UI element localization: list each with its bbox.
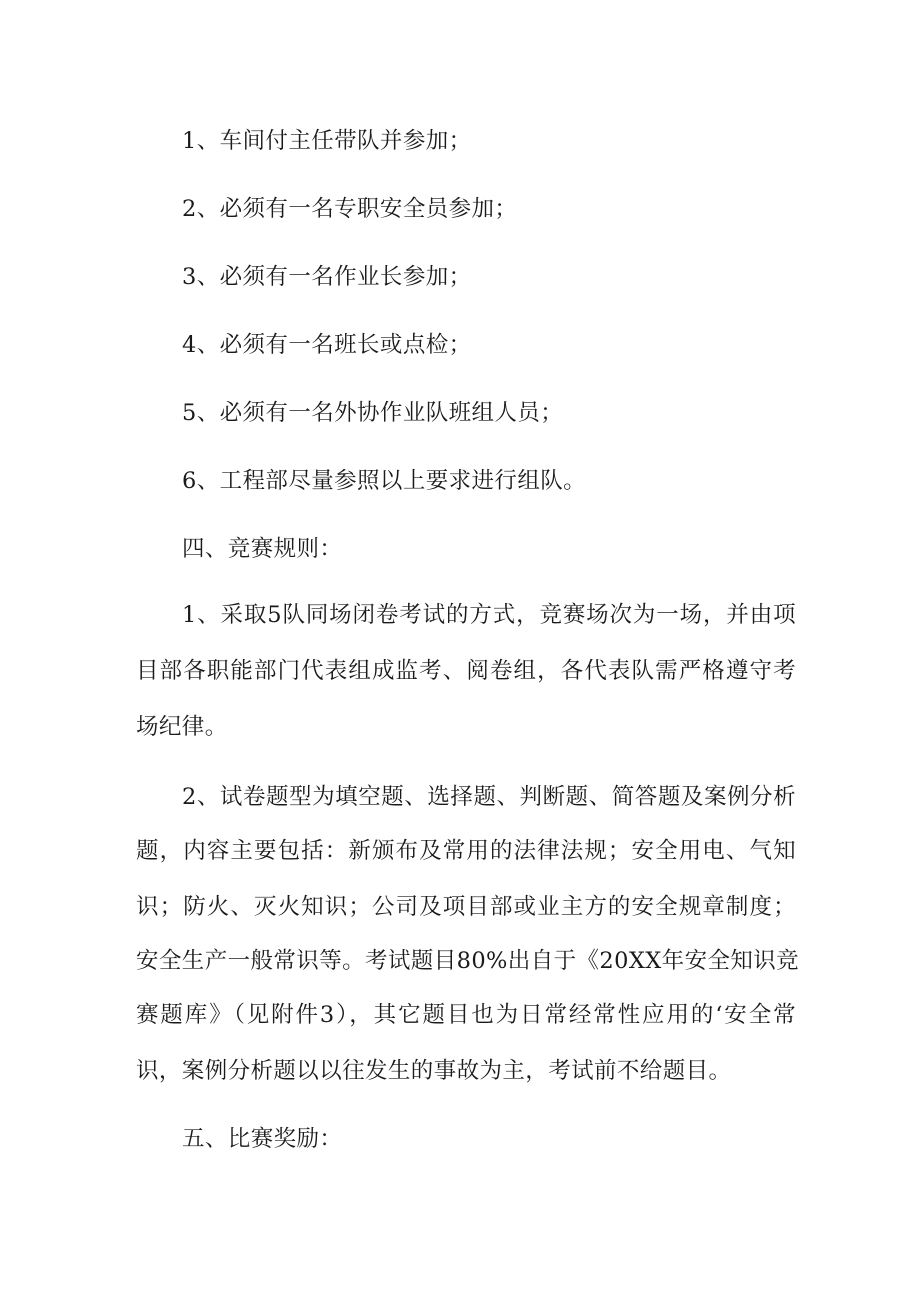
section-heading-4: 四、竞赛规则： <box>182 536 343 562</box>
rule-1-line-1: 1、采取5队同场闭卷考试的方式，竞赛场次为一场，并由项 <box>182 602 796 628</box>
rule-2-line-5: 赛题库》（见附件3），其它题目也为日常经常性应用的‘安全常 <box>136 1002 796 1028</box>
rule-1-line-2: 目部各职能部门代表组成监考、阅卷组，各代表队需严格遵守考 <box>136 658 796 684</box>
section-heading-5: 五、比赛奖励： <box>182 1126 343 1152</box>
rule-2-line-2: 题，内容主要包括：新颁布及常用的法律法规；安全用电、气知 <box>136 838 796 864</box>
rule-1-line-3: 场纪律。 <box>136 714 228 740</box>
rule-2-line-3: 识；防火、灭火知识；公司及项目部或业主方的安全规章制度； <box>136 894 796 920</box>
list-item-3: 3、必须有一名作业长参加； <box>182 264 472 290</box>
rule-2-line-6: 识，案例分析题以以往发生的事故为主，考试前不给题目。 <box>136 1058 732 1084</box>
list-item-6: 6、工程部尽量参照以上要求进行组队。 <box>182 468 587 494</box>
list-item-1: 1、车间付主任带队并参加； <box>182 128 472 154</box>
list-item-5: 5、必须有一名外协作业队班组人员； <box>182 400 564 426</box>
rule-2-line-4: 安全生产一般常识等。考试题目80%出自于《20XX年安全知识竞 <box>136 948 800 974</box>
rule-2-line-1: 2、试卷题型为填空题、选择题、判断题、简答题及案例分析 <box>182 784 796 810</box>
list-item-2: 2、必须有一名专职安全员参加； <box>182 196 518 222</box>
list-item-4: 4、必须有一名班长或点检； <box>182 332 472 358</box>
